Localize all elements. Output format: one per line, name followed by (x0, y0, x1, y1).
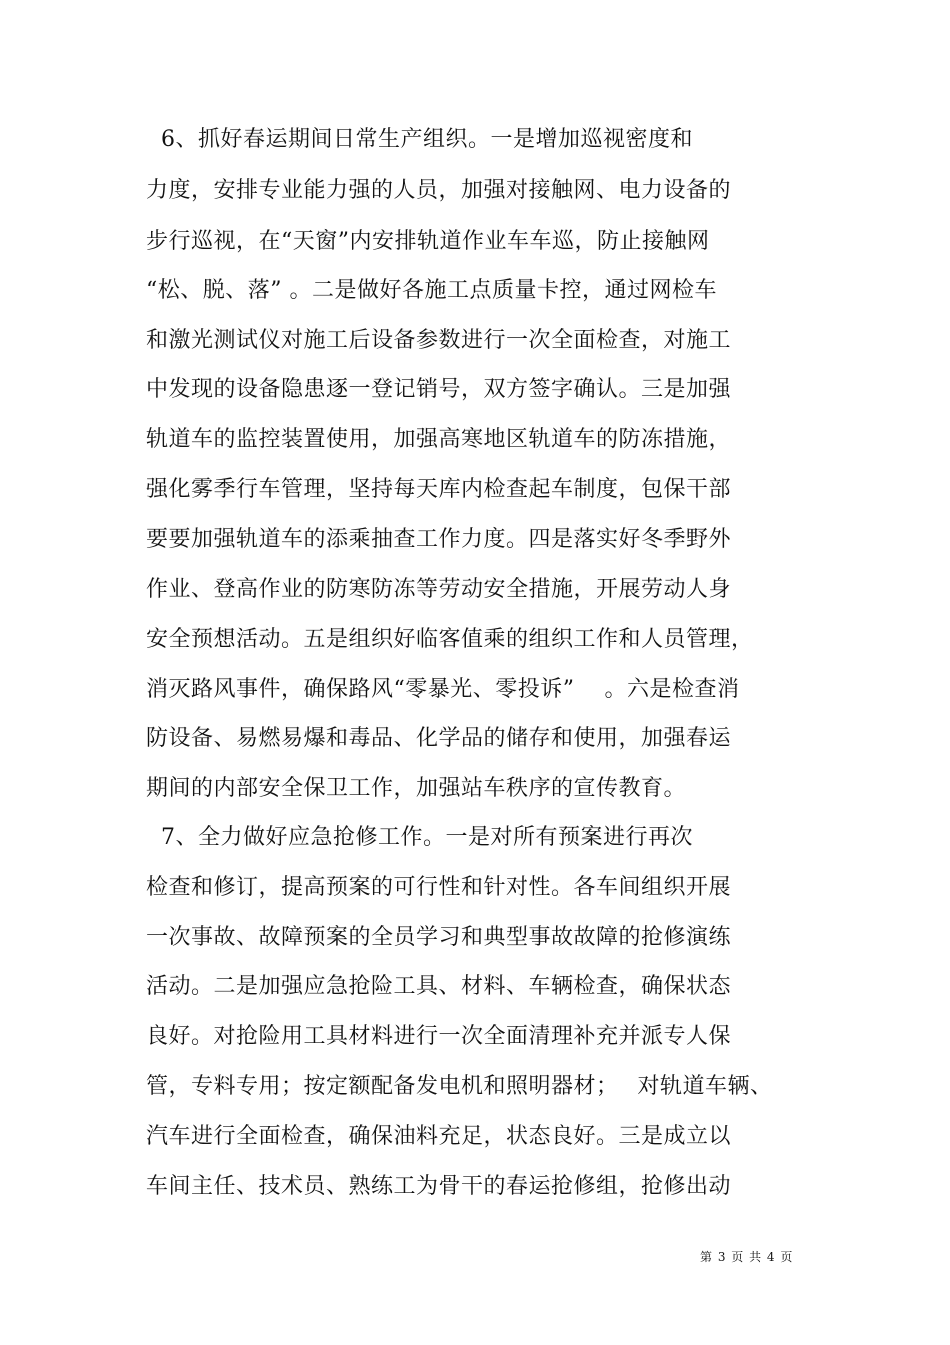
body-text-line: 管，专料专用；按定额配备发电机和照明器材； 对轨道车辆、 (146, 1074, 773, 1099)
body-text-line: 期间的内部安全保卫工作，加强站车秩序的宣传教育。 (146, 776, 687, 801)
body-text-line: 力度，安排专业能力强的人员，加强对接触网、电力设备的 (146, 178, 732, 203)
body-text-line: 良好。对抢险用工具材料进行一次全面清理补充并派专人保 (146, 1024, 732, 1049)
body-text-line: 活动。二是加强应急抢险工具、材料、车辆检查，确保状态 (146, 974, 732, 999)
body-text-line: 和激光测试仪对施工后设备参数进行一次全面检查，对施工 (146, 328, 732, 353)
body-text-line: 作业、登高作业的防寒防冻等劳动安全措施，开展劳动人身 (146, 577, 732, 602)
body-text-line: “松、脱、落” 。二是做好各施工点质量卡控，通过网检车 (146, 278, 717, 303)
body-text-line: 汽车进行全面检查，确保油料充足，状态良好。三是成立以 (146, 1124, 732, 1149)
page-number-footer: 第 3 页 共 4 页 (700, 1250, 794, 1264)
body-text-line: 要要加强轨道车的添乘抽查工作力度。四是落实好冬季野外 (146, 527, 732, 552)
body-text-line: 防设备、易燃易爆和毒品、化学品的储存和使用，加强春运 (146, 726, 732, 751)
body-text-line: 轨道车的监控装置使用，加强高寒地区轨道车的防冻措施， (146, 427, 732, 452)
body-text-line: 中发现的设备隐患逐一登记销号，双方签字确认。三是加强 (146, 377, 732, 402)
body-text-line: 车间主任、技术员、熟练工为骨干的春运抢修组，抢修出动 (146, 1174, 732, 1199)
body-text-line: 检查和修订，提高预案的可行性和针对性。各车间组织开展 (146, 875, 732, 900)
body-text-line: 步行巡视，在“天窗”内安排轨道作业车车巡，防止接触网 (146, 229, 710, 254)
body-text-line: 安全预想活动。五是组织好临客值乘的组织工作和人员管理， (146, 627, 754, 652)
body-text-line: 7、全力做好应急抢修工作。一是对所有预案进行再次 (146, 825, 693, 850)
body-text-line: 一次事故、故障预案的全员学习和典型事故故障的抢修演练 (146, 925, 732, 950)
body-text-line: 6、抓好春运期间日常生产组织。一是增加巡视密度和 (146, 127, 693, 152)
body-text-line: 强化雾季行车管理，坚持每天库内检查起车制度，包保干部 (146, 477, 732, 502)
body-text-line: 消灭路风事件，确保路风“零暴光、零投诉” 。六是检查消 (146, 677, 740, 702)
